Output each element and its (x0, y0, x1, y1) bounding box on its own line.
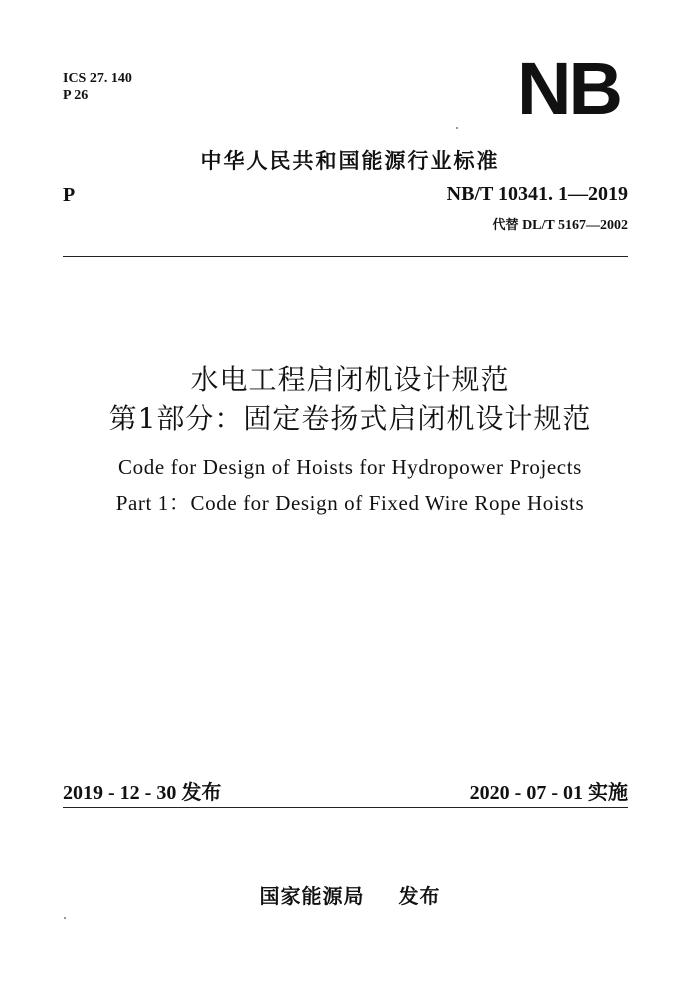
issue-label: 发布 (181, 780, 222, 804)
issue-date-line (63, 776, 221, 805)
publisher-name: 国家能源局 (259, 884, 365, 908)
nb-logo: NB (517, 47, 620, 130)
title-en-line2: Part 1：Code for Design of Fixed Wire Rope Hoists (115, 491, 585, 515)
top-divider (63, 256, 628, 257)
title-en-line1: Code for Design of Hoists for Hydropower Projects (118, 455, 582, 479)
implement-date: 2020 - 07 - 01 (469, 782, 583, 804)
replaces-line (493, 214, 628, 234)
implement-label: 实施 (588, 780, 628, 804)
ics-code: ICS 27. 140 (63, 71, 132, 86)
title-cn-line2: 第1部分：固定卷扬式启闭机设计规范 (108, 402, 592, 435)
ics-block (63, 70, 132, 104)
publisher-action: 发布 (398, 884, 441, 908)
replaces-label: 代替 (492, 218, 519, 233)
classification-code: P 26 (63, 88, 89, 103)
scan-speck (456, 127, 458, 129)
publisher-line (0, 880, 700, 909)
title-cn-line1: 水电工程启闭机设计规范 (190, 363, 510, 396)
bottom-divider (63, 807, 628, 808)
issue-date: 2019 - 12 - 30 (63, 782, 177, 804)
scan-speck (64, 917, 66, 919)
replaces-number: DL/T 5167—2002 (522, 218, 628, 233)
implement-date-line (470, 776, 628, 805)
classification-letter: P (63, 184, 76, 206)
organization-title: 中华人民共和国能源行业标准 (200, 149, 500, 173)
standard-number: NB/T 10341. 1—2019 (446, 183, 628, 205)
